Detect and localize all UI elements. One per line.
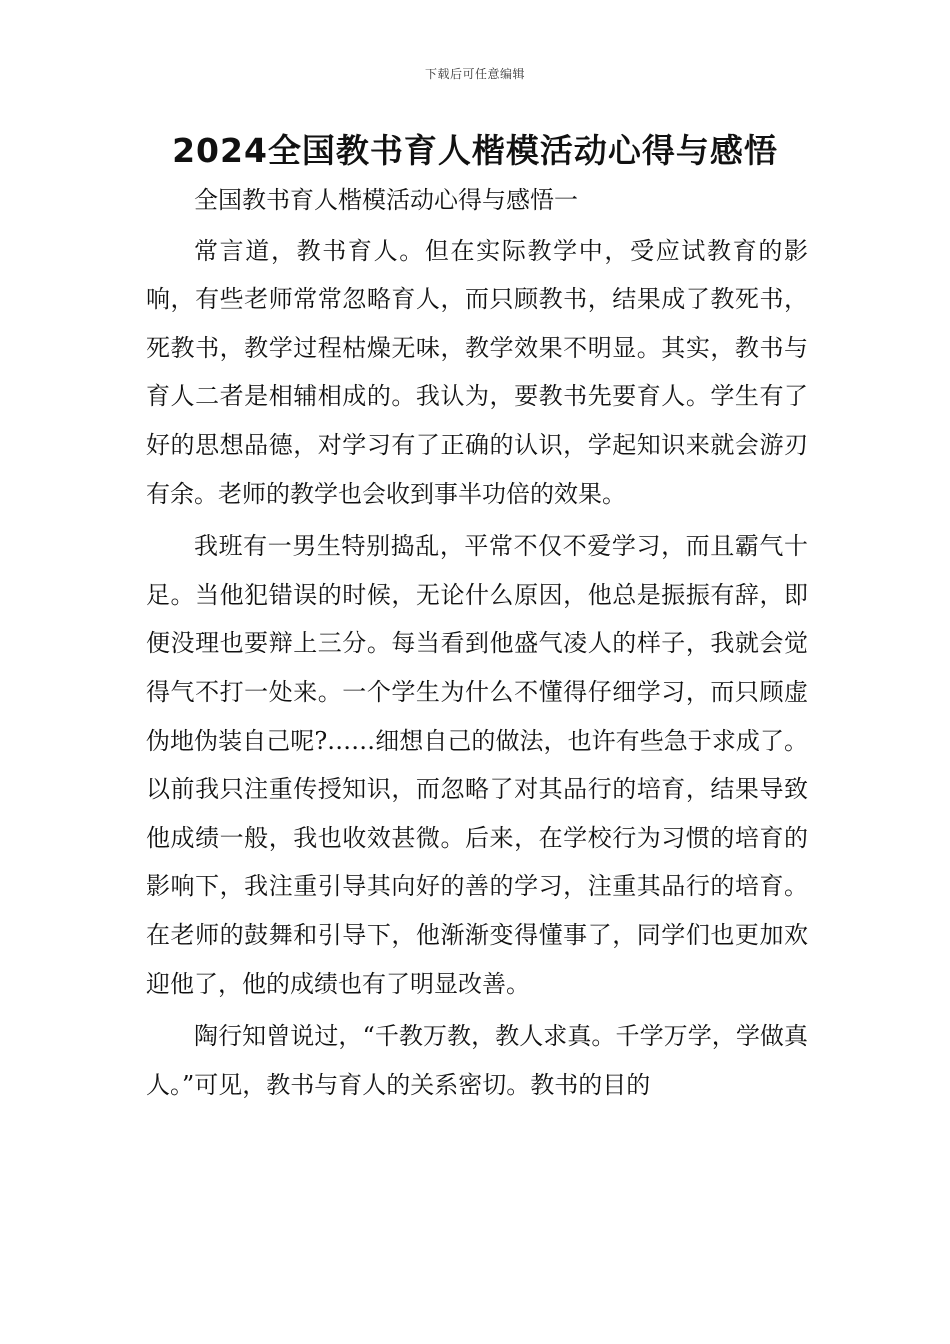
paragraph: 陶行知曾说过，“千教万教，教人求真。千学万学，学做真人。”可见，教书与育人的关系密切。教书的目的 [146,1022,808,1099]
header-note: 下载后可任意编辑 [424,67,525,81]
paragraph: 常言道，教书育人。但在实际教学中，受应试教育的影响，有些老师常常忽略育人，而只顾教书，结果成了教死书，死教书，教学过程枯燥无味，教学效果不明显。其实，教书与育人二者是相辅相成的。我认为，要教书先要育人。学生有了好的思想品德，对学习有了正确的认识，学起知识来就会游刃有余。老师的教学也会收到事半功倍的效果。 [146,236,808,508]
document-title: 2024全国教书育人楷模活动心得与感悟 [172,131,778,170]
section-subtitle: 全国教书育人楷模活动心得与感悟一 [194,186,578,214]
paragraph: 我班有一男生特别捣乱，平常不仅不爱学习，而且霸气十足。当他犯错误的时候，无论什么原因，他总是振振有辞，即便没理也要辩上三分。每当看到他盛气凌人的样子，我就会觉得气不打一处来。一个学生为什么不懂得仔细学习，而只顾虚伪地伪装自己呢?……细想自己的做法，也许有些急于求成了。以前我只注重传授知识，而忽略了对其品行的培育，结果导致他成绩一般，我也收效甚微。后来，在学校行为习惯的培育的影响下，我注重引导其向好的善的学习，注重其品行的培育。在老师的鼓舞和引导下，他渐渐变得懂事了，同学们也更加欢迎他了，他的成绩也有了明显改善。 [146,532,808,998]
document-body [146,176,808,1113]
